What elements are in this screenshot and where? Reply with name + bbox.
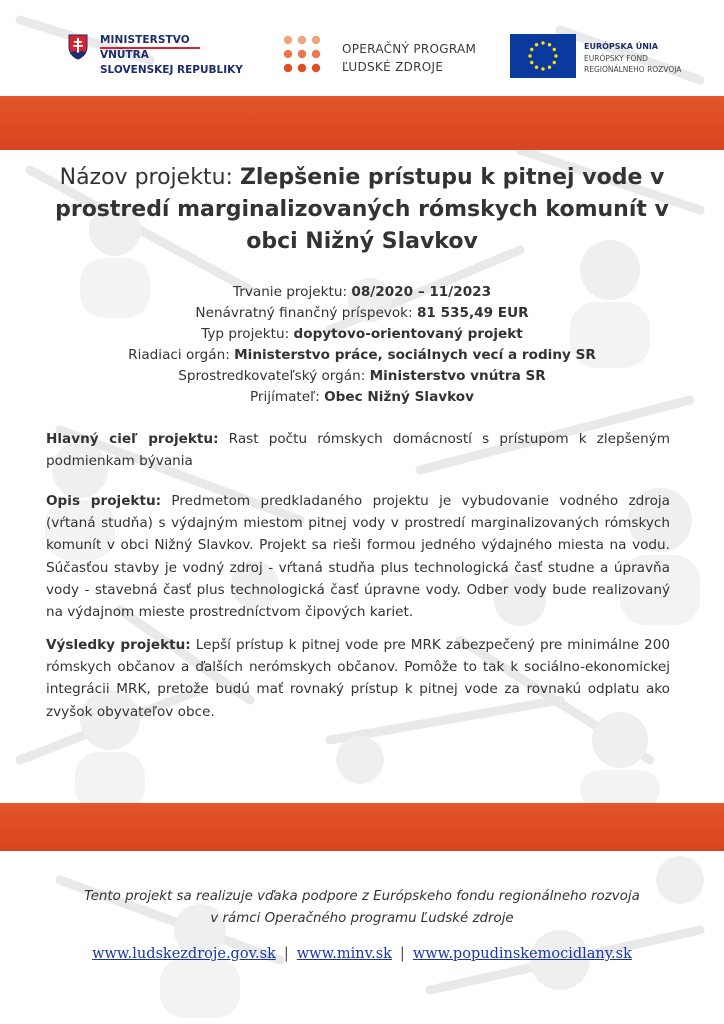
eu-star bbox=[535, 66, 538, 69]
meta-row-beneficiary bbox=[40, 387, 684, 408]
eu-star bbox=[553, 61, 556, 64]
results-text: Lepší prístup k pitnej vode pre MRK zabezpečený pre minimálne 200 rómskych občanov a ďalších nerómskych občanov. Pomôže to tak k sociálno-ekonomickej integrácii MRK, pretože budú mať rovnaký prístup k pitnej vode za rovnakú odplatu ako zvyšok obyvateľov obce. bbox=[46, 637, 670, 720]
meta-value: Ministerstvo práce, sociálnych vecí a rodiny SR bbox=[234, 347, 596, 363]
link-separator: | bbox=[283, 946, 289, 962]
meta-value: Ministerstvo vnútra SR bbox=[369, 368, 546, 384]
op-name-line2: ĽUDSKÉ ZDROJE bbox=[342, 60, 444, 74]
orange-band-top bbox=[0, 96, 724, 150]
eu-star bbox=[548, 43, 551, 46]
ministry-name-line2: VNÚTRA bbox=[100, 49, 149, 61]
eu-star bbox=[535, 43, 538, 46]
eu-fund-line2: EURÓPSKY FOND bbox=[584, 54, 648, 63]
footer-links bbox=[40, 946, 684, 962]
op-name-line1: OPERAČNÝ PROGRAM bbox=[342, 42, 477, 56]
eu-fund-line3: REGIONÁLNEHO ROZVOJA bbox=[584, 65, 682, 74]
eu-star bbox=[530, 48, 533, 51]
meta-row-intermediate-body bbox=[40, 366, 684, 387]
meta-row-duration bbox=[40, 282, 684, 303]
funding-note-line2: v rámci Operačného programu Ľudské zdroje bbox=[210, 911, 514, 926]
description-text: Predmetom predkladaného projektu je vybudovanie vodného zdroja (vŕtaná studňa) s výdajným miestom pitnej vody v prostredí marginalizovaných rómskych komunít v obci Nižný Slavkov. Projekt sa rieši formou jedného výdajného miesta na vodu. Súčasťou stavby je vodný zdroj - vŕtaná studňa plus technologická časť studne a úpravňa vody - stavebná časť plus technologická časť úpravne vody. Odber vody bude realizovaný na výdajnom mieste prostredníctvom čipových kariet. bbox=[46, 493, 671, 621]
link-separator: | bbox=[399, 946, 405, 962]
funding-note-line1: Tento projekt sa realizuje vďaka podpore z Európskeho fondu regionálneho rozvoja bbox=[84, 889, 640, 904]
eu-star bbox=[553, 48, 556, 51]
meta-label: Sprostredkovateľský orgán: bbox=[178, 368, 366, 384]
eu-star bbox=[541, 41, 544, 44]
main-goal-paragraph bbox=[46, 428, 670, 472]
slovak-coat-of-arms-icon bbox=[68, 34, 88, 60]
ministry-name-line3: SLOVENSKEJ REPUBLIKY bbox=[100, 64, 243, 76]
description-paragraph bbox=[46, 490, 670, 623]
eu-star bbox=[528, 54, 531, 57]
main-goal-heading: Hlavný cieľ projektu: bbox=[46, 431, 219, 447]
meta-value: 81 535,49 EUR bbox=[416, 305, 529, 321]
meta-label: Trvanie projektu: bbox=[232, 284, 348, 300]
eu-logo bbox=[510, 34, 700, 80]
ministry-logo bbox=[68, 34, 248, 80]
meta-label: Typ projektu: bbox=[201, 326, 290, 342]
results-paragraph bbox=[46, 634, 670, 723]
ministry-name-line1: MINISTERSTVO bbox=[100, 34, 190, 46]
meta-row-managing-authority bbox=[40, 345, 684, 366]
eu-star bbox=[541, 67, 544, 70]
title-label: Názov projektu: bbox=[59, 165, 233, 190]
operational-programme-logo bbox=[282, 34, 482, 78]
eu-star bbox=[530, 61, 533, 64]
title-text: Zlepšenie prístupu k pitnej vode v prostredí marginalizovaných rómskych komunít v obci Nižný Slavkov bbox=[55, 165, 669, 254]
meta-label: Prijímateľ: bbox=[249, 389, 320, 405]
project-title bbox=[40, 162, 684, 258]
link-ludskezdroje[interactable]: www.ludskezdroje.gov.sk bbox=[92, 946, 276, 962]
eu-flag-icon bbox=[510, 34, 576, 78]
meta-value: 08/2020 – 11/2023 bbox=[351, 284, 492, 300]
meta-label: Nenávratný finančný príspevok: bbox=[195, 305, 413, 321]
meta-row-type bbox=[40, 324, 684, 345]
results-heading: Výsledky projektu: bbox=[46, 637, 191, 653]
meta-row-grant bbox=[40, 303, 684, 324]
orange-band-bottom bbox=[0, 803, 724, 851]
header-logos bbox=[0, 30, 724, 90]
main-goal-text: Rast počtu rómskych domácností s prístupom k zlepšeným podmienkam bývania bbox=[46, 431, 670, 470]
dots-logo-icon bbox=[282, 34, 322, 74]
project-meta bbox=[40, 282, 684, 408]
meta-label: Riadiaci orgán: bbox=[128, 347, 230, 363]
meta-value: Obec Nižný Slavkov bbox=[324, 389, 475, 405]
link-popudinske[interactable]: www.popudinskemocidlany.sk bbox=[412, 946, 632, 962]
eu-star bbox=[548, 66, 551, 69]
meta-value: dopytovo-orientovaný projekt bbox=[293, 326, 523, 342]
eu-name-line1: EURÓPSKA ÚNIA bbox=[584, 42, 659, 51]
funding-note bbox=[40, 886, 684, 930]
link-minv[interactable]: www.minv.sk bbox=[296, 946, 392, 962]
description-heading: Opis projektu: bbox=[46, 493, 162, 509]
eu-star bbox=[554, 54, 557, 57]
